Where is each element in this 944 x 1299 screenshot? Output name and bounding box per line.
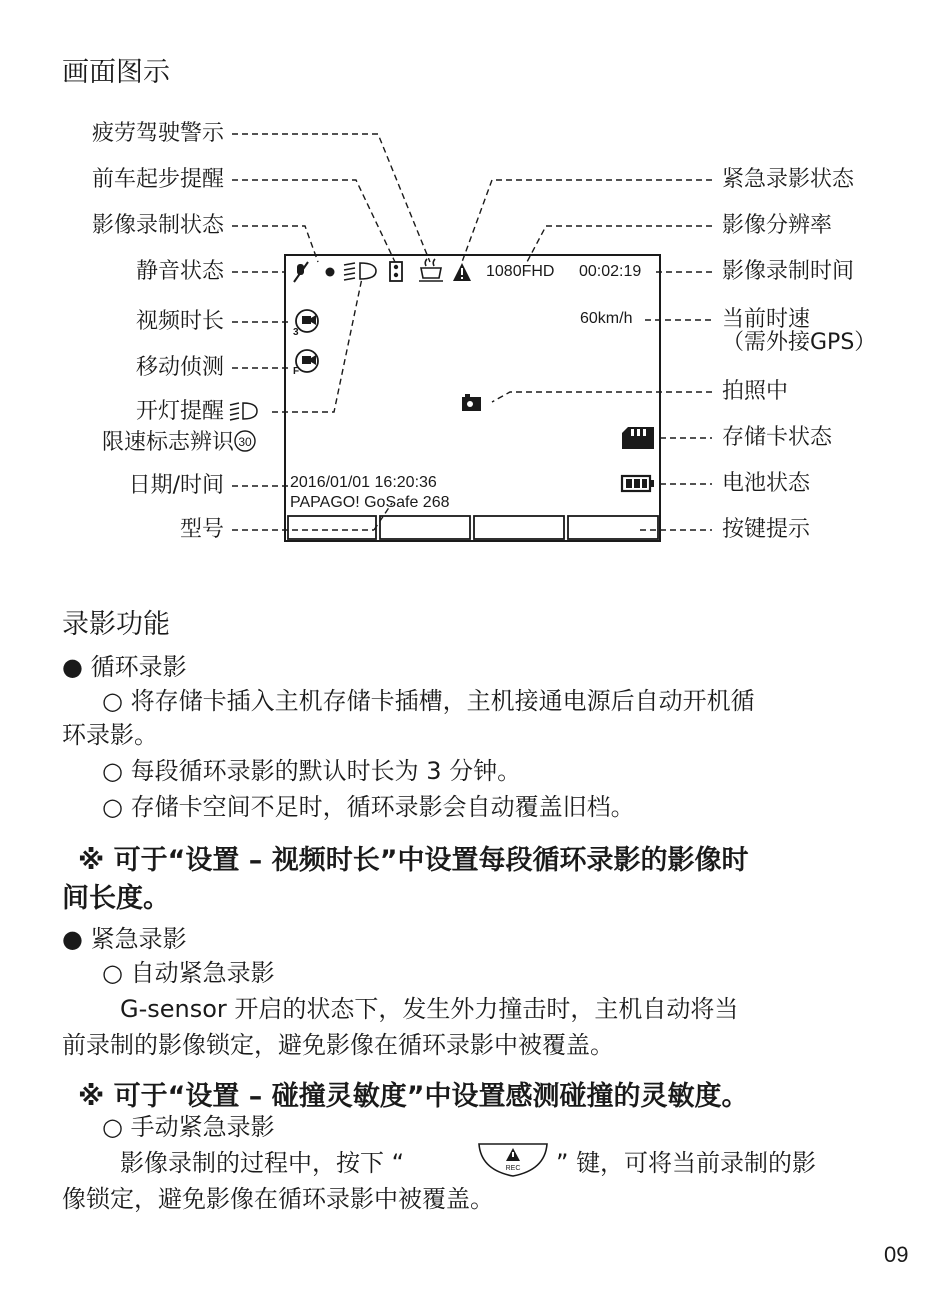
record-section-heading: 录影功能 (62, 609, 170, 640)
loop-number: 3 (293, 327, 299, 338)
video-length-icon (293, 310, 318, 338)
headlight-label-icon (230, 403, 257, 420)
speed-limit-value: 30 (238, 435, 252, 449)
label-button-hints: 按键提示 (722, 517, 811, 542)
emergency-warning-icon (453, 263, 471, 281)
motion-detect-icon (293, 350, 318, 377)
headlight-icon (344, 263, 376, 280)
label-front-car-start: 前车起步提醒 (91, 167, 224, 192)
emergency-manual-b: 像锁定，避免影像在循环录影中被覆盖。 (62, 1185, 494, 1213)
label-model: 型号 (179, 517, 224, 542)
emergency-manual-title: ○ 手动紧急录影 (102, 1113, 275, 1141)
screen-resolution: 1080FHD (486, 263, 555, 280)
label-battery-status: 电池状态 (722, 471, 811, 496)
sd-card-icon (622, 427, 654, 449)
coffee-cup-icon (419, 259, 443, 281)
screen-record-time: 00:02:19 (579, 263, 642, 280)
label-headlight-reminder: 开灯提醒 (135, 399, 224, 424)
screen-diagram (0, 0, 944, 600)
loop-note-b: 间长度。 (62, 883, 170, 914)
speed-limit-icon (235, 431, 255, 451)
label-current-speed: 当前时速 (722, 307, 811, 332)
emergency-note: ※ 可于“设置 – 碰撞灵敏度”中设置感测碰撞的灵敏度。 (78, 1081, 749, 1112)
loop-p3: ○ 存储卡空间不足时，循环录影会自动覆盖旧档。 (102, 793, 635, 821)
battery-icon (622, 476, 654, 491)
loop-p1b: 环录影。 (62, 721, 158, 749)
emergency-title: ● 紧急录影 (62, 925, 187, 953)
label-speed-sign: 限速标志辨识 (101, 430, 234, 455)
emergency-auto-b: 前录制的影像锁定，避免影像在循环录影中被覆盖。 (62, 1031, 614, 1059)
loop-p2: ○ 每段循环录影的默认时长为 3 分钟。 (102, 757, 522, 785)
camera-icon (462, 394, 481, 411)
page-number: 09 (884, 1242, 909, 1267)
label-motion-detect: 移动侦测 (135, 355, 224, 380)
label-fatigue-warning: 疲劳驾驶警示 (91, 121, 224, 146)
emergency-manual-a2: ” 键，可将当前录制的影 (556, 1149, 817, 1177)
screen-date: 2016/01/01 16:20:36 (290, 474, 437, 491)
label-video-length: 视频时长 (135, 309, 224, 334)
emergency-auto-a: G-sensor 开启的状态下，发生外力撞击时，主机自动将当 (120, 995, 739, 1023)
mute-icon (294, 262, 308, 282)
screen-diagram-heading: 画面图示 (62, 57, 170, 88)
motion-letter: F (293, 366, 300, 377)
screen-model: PAPAGO! GoSafe 268 (290, 494, 450, 511)
traffic-light-icon (390, 262, 402, 281)
label-card-status: 存储卡状态 (722, 425, 833, 450)
label-photo: 拍照中 (722, 379, 789, 404)
label-gps-note: （需外接GPS） (722, 330, 877, 355)
label-datetime: 日期/时间 (128, 473, 224, 498)
rec-key-icon (475, 1140, 551, 1180)
label-emergency-status: 紧急录影状态 (722, 167, 855, 192)
emergency-auto-title: ○ 自动紧急录影 (102, 959, 275, 987)
loop-p1a: ○ 将存储卡插入主机存储卡插槽，主机接通电源后自动开机循 (102, 687, 755, 715)
label-record-time: 影像录制时间 (722, 259, 855, 284)
screen-speed: 60km/h (580, 310, 633, 327)
loop-note-a: ※ 可于“设置 – 视频时长”中设置每段循环录影的影像时 (78, 845, 749, 876)
label-mute-status: 静音状态 (135, 259, 224, 284)
rec-key-label: REC (505, 1165, 521, 1172)
emergency-manual-a1: 影像录制的过程中，按下 “ (120, 1149, 405, 1177)
recording-dot-icon (326, 268, 335, 277)
label-video-status: 影像录制状态 (91, 213, 224, 238)
label-resolution: 影像分辨率 (722, 213, 833, 238)
loop-title: ● 循环录影 (62, 653, 187, 681)
